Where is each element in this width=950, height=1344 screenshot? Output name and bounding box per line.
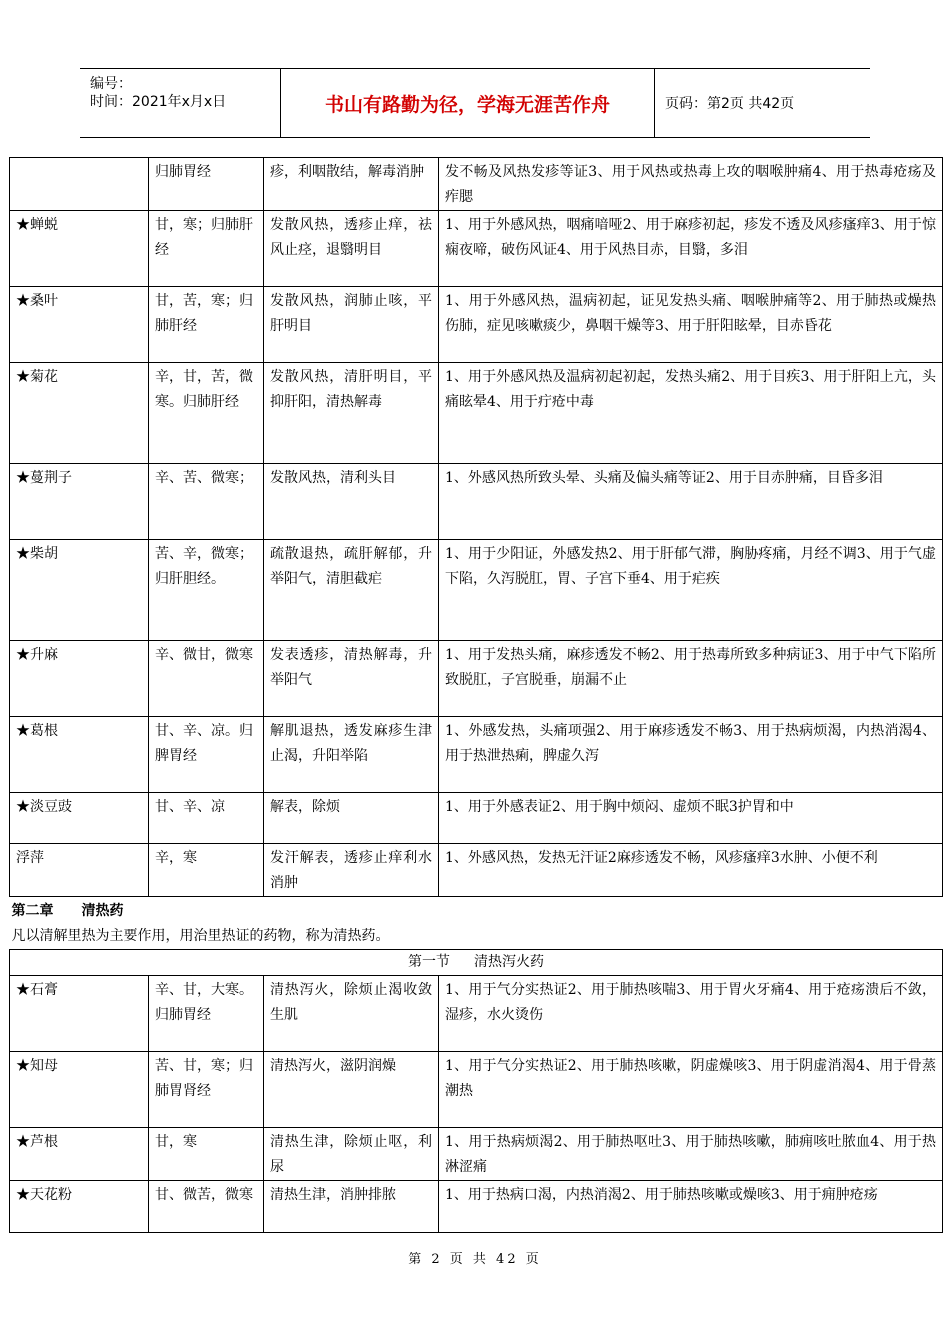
cell-use: 1、用于发热头痛，麻疹透发不畅2、用于热毒所致多种病证3、用于中气下陷所致脱肛，子宫脱垂，崩漏不止 <box>439 641 943 717</box>
cell-name: ★知母 <box>10 1052 149 1128</box>
table-row <box>10 540 943 641</box>
section-title: 清热泻火药 <box>474 954 544 970</box>
cell-nature: 辛，寒 <box>149 844 264 897</box>
cell-effect: 发散风热，清肝明目，平抑肝阳，清热解毒 <box>264 363 439 464</box>
cell-effect: 解肌退热，透发麻疹生津止渴，升阳举陷 <box>264 717 439 793</box>
chapter-heading-row <box>10 897 943 925</box>
cell-use: 1、用于热病烦渴2、用于肺热呕吐3、用于肺热咳嗽，肺痈咳吐脓血4、用于热淋涩痛 <box>439 1128 943 1181</box>
cell-nature: 辛，甘，苦，微寒。归肺肝经 <box>149 363 264 464</box>
cell-effect: 发表透疹，清热解毒，升举阳气 <box>264 641 439 717</box>
cell-nature: 苦、辛，微寒；归肝胆经。 <box>149 540 264 641</box>
herb-table <box>9 157 943 1233</box>
cell-nature: 甘，苦，寒；归肺肝经 <box>149 287 264 363</box>
cell-effect: 发散风热，润肺止咳，平肝明目 <box>264 287 439 363</box>
herb-table-section-a <box>10 158 943 897</box>
section-heading <box>10 950 943 976</box>
doc-time-label: 时间：2021年x月x日 <box>90 94 227 110</box>
cell-use: 1、用于外感风热及温病初起初起，发热头痛2、用于目疾3、用于肝阳上亢，头痛眩晕4、用于疔疮中毒 <box>439 363 943 464</box>
cell-name: ★蔓荆子 <box>10 464 149 540</box>
chapter-intro: 凡以清解里热为主要作用，用治里热证的药物，称为清热药。 <box>11 928 390 944</box>
cell-nature: 辛、甘，大寒。归肺胃经 <box>149 976 264 1052</box>
cell-use: 1、用于热病口渴，内热消渴2、用于肺热咳嗽或燥咳3、用于痈肿疮疡 <box>439 1181 943 1233</box>
cell-effect: 发汗解表，透疹止痒利水消肿 <box>264 844 439 897</box>
chapter-heading <box>10 897 943 925</box>
cell-use: 1、用于气分实热证2、用于肺热咳喘3、用于胃火牙痛4、用于疮疡溃后不敛，湿疹，水火烫伤 <box>439 976 943 1052</box>
cell-name: ★菊花 <box>10 363 149 464</box>
cell-name <box>10 158 149 211</box>
cell-use: 发不畅及风热发疹等证3、用于风热或热毒上攻的咽喉肿痛4、用于热毒疮疡及痄腮 <box>439 158 943 211</box>
cell-use: 1、用于少阳证，外感发热2、用于肝郁气滞，胸胁疼痛，月经不调3、用于气虚下陷，久泻脱肛，胃、子宫下垂4、用于疟疾 <box>439 540 943 641</box>
cell-nature: 辛、苦、微寒； <box>149 464 264 540</box>
page-header <box>80 68 870 138</box>
table-row <box>10 793 943 844</box>
header-page-label: 页码：第2页 共42页 <box>665 96 795 112</box>
cell-name: ★蝉蜕 <box>10 211 149 287</box>
cell-use: 1、用于气分实热证2、用于肺热咳嗽，阴虚燥咳3、用于阴虚消渴4、用于骨蒸潮热 <box>439 1052 943 1128</box>
table-row <box>10 1128 943 1181</box>
table-row <box>10 1052 943 1128</box>
cell-effect: 解表，除烦 <box>264 793 439 844</box>
cell-nature: 辛、微甘，微寒 <box>149 641 264 717</box>
cell-effect: 疏散退热，疏肝解郁，升举阳气，清胆截疟 <box>264 540 439 641</box>
table-row <box>10 641 943 717</box>
cell-effect: 发散风热，透疹止痒，祛风止痉，退翳明目 <box>264 211 439 287</box>
cell-name: ★天花粉 <box>10 1181 149 1233</box>
cell-effect: 清热生津，除烦止呕，利尿 <box>264 1128 439 1181</box>
cell-name: ★升麻 <box>10 641 149 717</box>
chapter-title: 清热药 <box>81 903 124 919</box>
header-meta <box>80 69 281 137</box>
cell-effect: 清热泻火，除烦止渴收敛生肌 <box>264 976 439 1052</box>
table-row <box>10 158 943 211</box>
table-row <box>10 717 943 793</box>
cell-name: 浮萍 <box>10 844 149 897</box>
cell-nature: 甘，寒 <box>149 1128 264 1181</box>
cell-name: ★石膏 <box>10 976 149 1052</box>
cell-effect: 疹，利咽散结，解毒消肿 <box>264 158 439 211</box>
cell-name: ★柴胡 <box>10 540 149 641</box>
table-row <box>10 287 943 363</box>
cell-name: ★淡豆豉 <box>10 793 149 844</box>
section-heading-row <box>10 950 943 976</box>
cell-use: 1、用于外感风热，咽痛喑哑2、用于麻疹初起，疹发不透及风疹瘙痒3、用于惊痫夜啼，破伤风证4、用于风热目赤，目翳，多泪 <box>439 211 943 287</box>
cell-nature: 苦、甘，寒；归肺胃肾经 <box>149 1052 264 1128</box>
cell-nature: 甘、辛、凉 <box>149 793 264 844</box>
cell-name: ★葛根 <box>10 717 149 793</box>
cell-nature: 甘、微苦，微寒 <box>149 1181 264 1233</box>
chapter-intro-row <box>10 924 943 950</box>
table-row <box>10 211 943 287</box>
cell-effect: 发散风热，清利头目 <box>264 464 439 540</box>
cell-name: ★芦根 <box>10 1128 149 1181</box>
section-number: 第一节 <box>408 954 450 970</box>
cell-use: 1、外感风热所致头晕、头痛及偏头痛等证2、用于目赤肿痛，目昏多泪 <box>439 464 943 540</box>
herb-table-section-b <box>10 976 943 1233</box>
cell-name: ★桑叶 <box>10 287 149 363</box>
cell-nature: 甘，寒；归肺肝经 <box>149 211 264 287</box>
chapter-number: 第二章 <box>11 903 54 919</box>
table-row <box>10 1181 943 1233</box>
table-row <box>10 976 943 1052</box>
table-row <box>10 464 943 540</box>
cell-use: 1、外感风热，发热无汗证2麻疹透发不畅，风疹瘙痒3水肿、小便不利 <box>439 844 943 897</box>
cell-nature: 归肺胃经 <box>149 158 264 211</box>
page-footer: 第 2 页 共 42 页 <box>408 1252 542 1267</box>
cell-use: 1、外感发热，头痛项强2、用于麻疹透发不畅3、用于热病烦渴，内热消渴4、用于热泄热痢，脾虚久泻 <box>439 717 943 793</box>
cell-use: 1、用于外感风热，温病初起，证见发热头痛、咽喉肿痛等2、用于肺热或燥热伤肺，症见咳嗽痰少，鼻咽干燥等3、用于肝阳眩晕，目赤昏花 <box>439 287 943 363</box>
table-row <box>10 363 943 464</box>
cell-use: 1、用于外感表证2、用于胸中烦闷、虚烦不眠3护胃和中 <box>439 793 943 844</box>
table-row <box>10 844 943 897</box>
cell-effect: 清热泻火，滋阴润燥 <box>264 1052 439 1128</box>
header-motto: 书山有路勤为径，学海无涯苦作舟 <box>281 69 655 137</box>
cell-effect: 清热生津，消肿排脓 <box>264 1181 439 1233</box>
doc-number-label: 编号： <box>90 76 132 92</box>
chapter-block <box>10 897 943 976</box>
cell-nature: 甘、辛、凉。归脾胃经 <box>149 717 264 793</box>
